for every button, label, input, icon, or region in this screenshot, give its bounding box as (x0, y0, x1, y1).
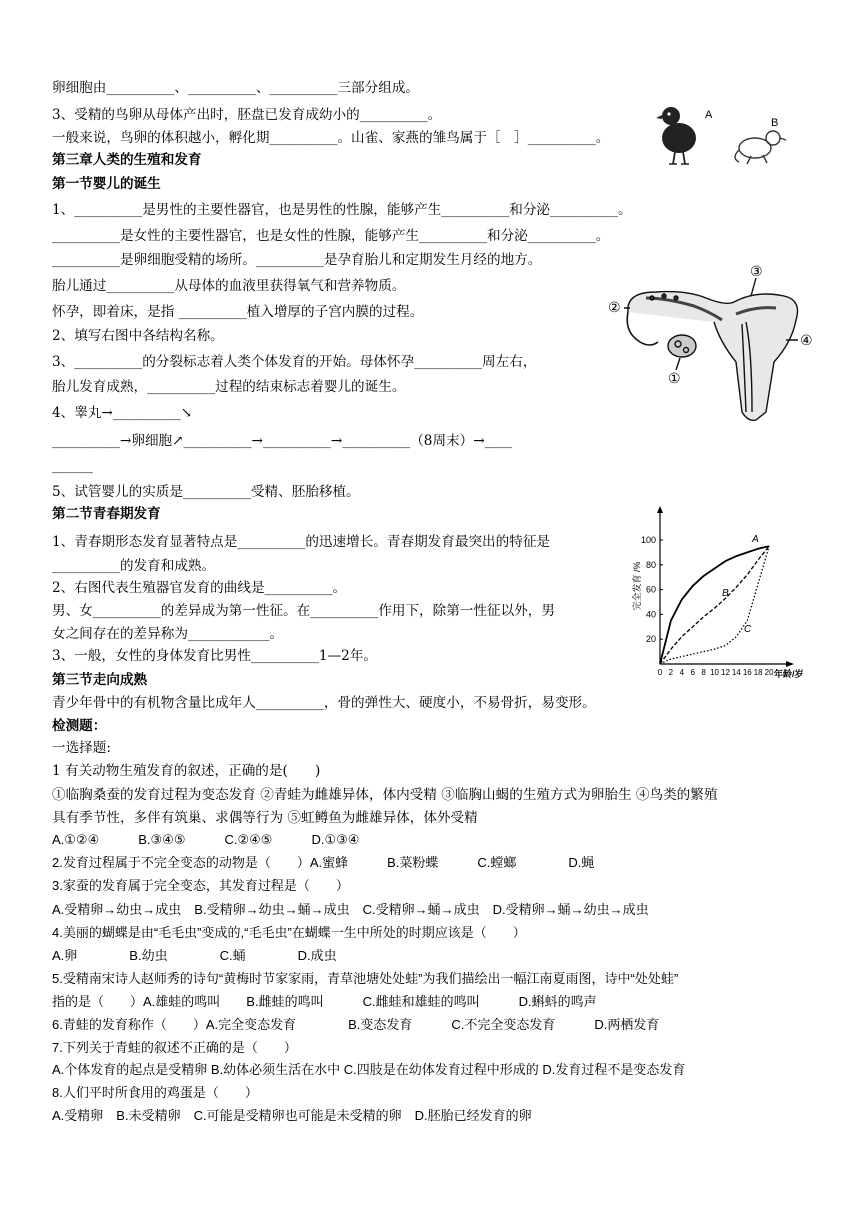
x-axis-arrow (786, 661, 794, 667)
text-line: 3、一般，女性的身体发育比男性__________1—2年。 (52, 648, 378, 664)
marker-4: ④ (800, 332, 813, 348)
text-line: 2、填写右图中各结构名称。 (52, 328, 224, 344)
text-line: 5.受精南宋诗人赵师秀的诗句“黄梅时节家家雨，青草池塘处处蛙”为我们描绘出一幅江南夏雨图，诗中“处处蛙” (52, 971, 679, 986)
chick-a-drawing (656, 107, 696, 164)
text-line: 胎儿通过__________从母体的血液里获得氧气和营养物质。 (52, 278, 406, 294)
y-tick-label: 80 (645, 559, 656, 570)
marker-2: ② (608, 299, 621, 315)
text-line: 一般来说，鸟卵的体积越小，孵化期__________。山雀、家燕的雏鸟属于［ ］__________。 (52, 130, 610, 146)
text-line: 青少年骨中的有机物含量比成年人__________，骨的弹性大、硬度小，不易骨折，易变形。 (52, 695, 596, 711)
text-line: 女之间存在的差异称为____________。 (52, 626, 284, 642)
text-line: 3.家蚕的发育属于完全变态，其发育过程是（ ） (52, 878, 349, 893)
uterus-figure (606, 262, 828, 426)
x-tick-label: 6 (690, 668, 695, 677)
text-line: 1、__________是男性的主要性器官，也是男性的性腺，能够产生__________和分泌__________。 (52, 202, 632, 218)
text-line: A.受精卵 B.未受精卵 C.可能是受精卵也可能是未受精的卵 D.胚胎已经发育的卵 (52, 1108, 532, 1123)
label-b: B (771, 117, 779, 129)
marker-1: ① (668, 370, 681, 386)
text-line: 卵细胞由__________、__________、__________三部分组成。 (52, 80, 420, 96)
x-tick-label: 8 (701, 668, 706, 677)
text-line: 1 有关动物生殖发育的叙述，正确的是( ) (52, 763, 321, 779)
text-line: 5、试管婴儿的实质是__________受精、胚胎移植。 (52, 484, 360, 500)
section-heading: 检测题： (52, 718, 107, 734)
text-line: 8.人们平时所食用的鸡蛋是（ ） (52, 1085, 258, 1100)
uterus-drawing (624, 278, 798, 420)
y-tick-label: 40 (645, 609, 656, 620)
text-line: 4.美丽的蝴蝶是由“毛毛虫”变成的,“毛毛虫”在蝴蝶一生中所处的时期应该是（ ） (52, 925, 526, 940)
series-label-c: C (744, 624, 752, 635)
text-line: __________是卵细胞受精的场所。__________是孕育胎儿和定期发生月经的地方。 (52, 252, 542, 268)
x-tick-label: 12 (721, 668, 730, 677)
chick-b-drawing (735, 131, 786, 164)
series-label-a: A (752, 534, 759, 545)
series-line-c (660, 546, 769, 664)
text-line: 具有季节性，多伴有筑巢、求偶等行为 ⑤虹鳟鱼为雌雄异体，体外受精 (52, 810, 478, 826)
x-tick-label: 10 (710, 668, 719, 677)
section-heading: 第三章人类的生殖和发育 (52, 152, 202, 168)
text-line: __________的发育和成熟。 (52, 558, 216, 574)
text-line: ______ (52, 458, 93, 474)
x-tick-label: 0 (657, 668, 663, 677)
text-line: A.①②④ B.③④⑤ C.②④⑤ D.①③④ (52, 832, 360, 847)
text-line: 3、受精的鸟卵从母体产出时，胚盘已发育成幼小的__________。 (52, 107, 442, 123)
bird-figure (655, 100, 795, 166)
text-line: 3、__________的分裂标志着人类个体发育的开始。母体怀孕__________周左右， (52, 354, 537, 370)
series-line-a (660, 546, 769, 664)
y-axis-label: 完全发育 /% (632, 561, 642, 611)
x-tick-label: 18 (753, 668, 763, 677)
series-label-b: B (722, 588, 729, 599)
text-line: 一选择题: (52, 740, 111, 756)
text-line: 2、右图代表生殖器官发育的曲线是__________。 (52, 580, 347, 596)
x-axis-label: 年龄/岁 (774, 669, 804, 679)
text-line: 4、睾丸→__________↘ (52, 405, 193, 421)
x-tick-label: 14 (731, 668, 741, 677)
text-line: 2.发育过程属于不完全变态的动物是（ ）A.蜜蜂 B.菜粉蝶 C.螳螂 D.蝇 (52, 855, 595, 870)
y-axis-arrow (657, 506, 663, 513)
text-line: 7.下列关于青蛙的叙述不正确的是（ ） (52, 1040, 297, 1055)
text-line: 6.青蛙的发育称作（ ）A.完全变态发育 B.变态发育 C.不完全变态发育 D.两栖发育 (52, 1017, 660, 1032)
y-tick-label: 60 (645, 584, 656, 595)
text-line: __________→卵细胞↗__________→__________→__________（8周末）→____ (52, 433, 512, 449)
x-tick-label: 2 (668, 668, 674, 677)
section-heading: 第三节走向成熟 (52, 672, 148, 688)
label-a: A (705, 109, 713, 121)
series-line-b (660, 546, 769, 664)
marker-3: ③ (750, 263, 763, 279)
text-line: __________是女性的主要性器官，也是女性的性腺，能够产生__________和分泌__________。 (52, 228, 610, 244)
growth-chart (614, 498, 804, 684)
text-line: A.受精卵→幼虫→成虫 B.受精卵→幼虫→蛹→成虫 C.受精卵→蛹→成虫 D.受精卵→蛹→幼虫→成虫 (52, 902, 649, 917)
section-heading: 第一节婴儿的诞生 (52, 176, 161, 192)
x-tick-label: 20 (764, 668, 774, 677)
text-line: 指的是（ ）A.雄蛙的鸣叫 B.雌蛙的鸣叫 C.雌蛙和雄蛙的鸣叫 D.蝌蚪的鸣声 (52, 994, 597, 1009)
y-tick-label: 100 (640, 535, 656, 545)
y-tick-label: 20 (645, 634, 656, 645)
text-line: 男、女__________的差异成为第一性征。在__________作用下，除第一性征以外，男 (52, 603, 555, 619)
section-heading: 第二节青春期发育 (52, 506, 161, 522)
text-line: 1、青春期形态发育显著特点是__________的迅速增长。青春期发育最突出的特征是 (52, 534, 551, 550)
text-line: 怀孕，即着床，是指 __________植入增厚的子宫内膜的过程。 (52, 304, 424, 320)
text-line: A.卵 B.幼虫 C.蛹 D.成虫 (52, 948, 337, 963)
text-line: 胎儿发育成熟，__________过程的结束标志着婴儿的诞生。 (52, 379, 406, 395)
x-tick-label: 4 (679, 668, 685, 677)
text-line: A.个体发育的起点是受精卵 B.幼体必须生活在水中 C.四肢是在幼体发育过程中形成的 D.发育过程不是变态发育 (52, 1062, 686, 1077)
text-line: ①临胸桑蚕的发育过程为变态发育 ②青蛙为雌雄异体，体内受精 ③临胸山蝎的生殖方式为卵胎生 ④鸟类的繁殖 (52, 787, 718, 803)
x-tick-label: 16 (742, 668, 752, 677)
